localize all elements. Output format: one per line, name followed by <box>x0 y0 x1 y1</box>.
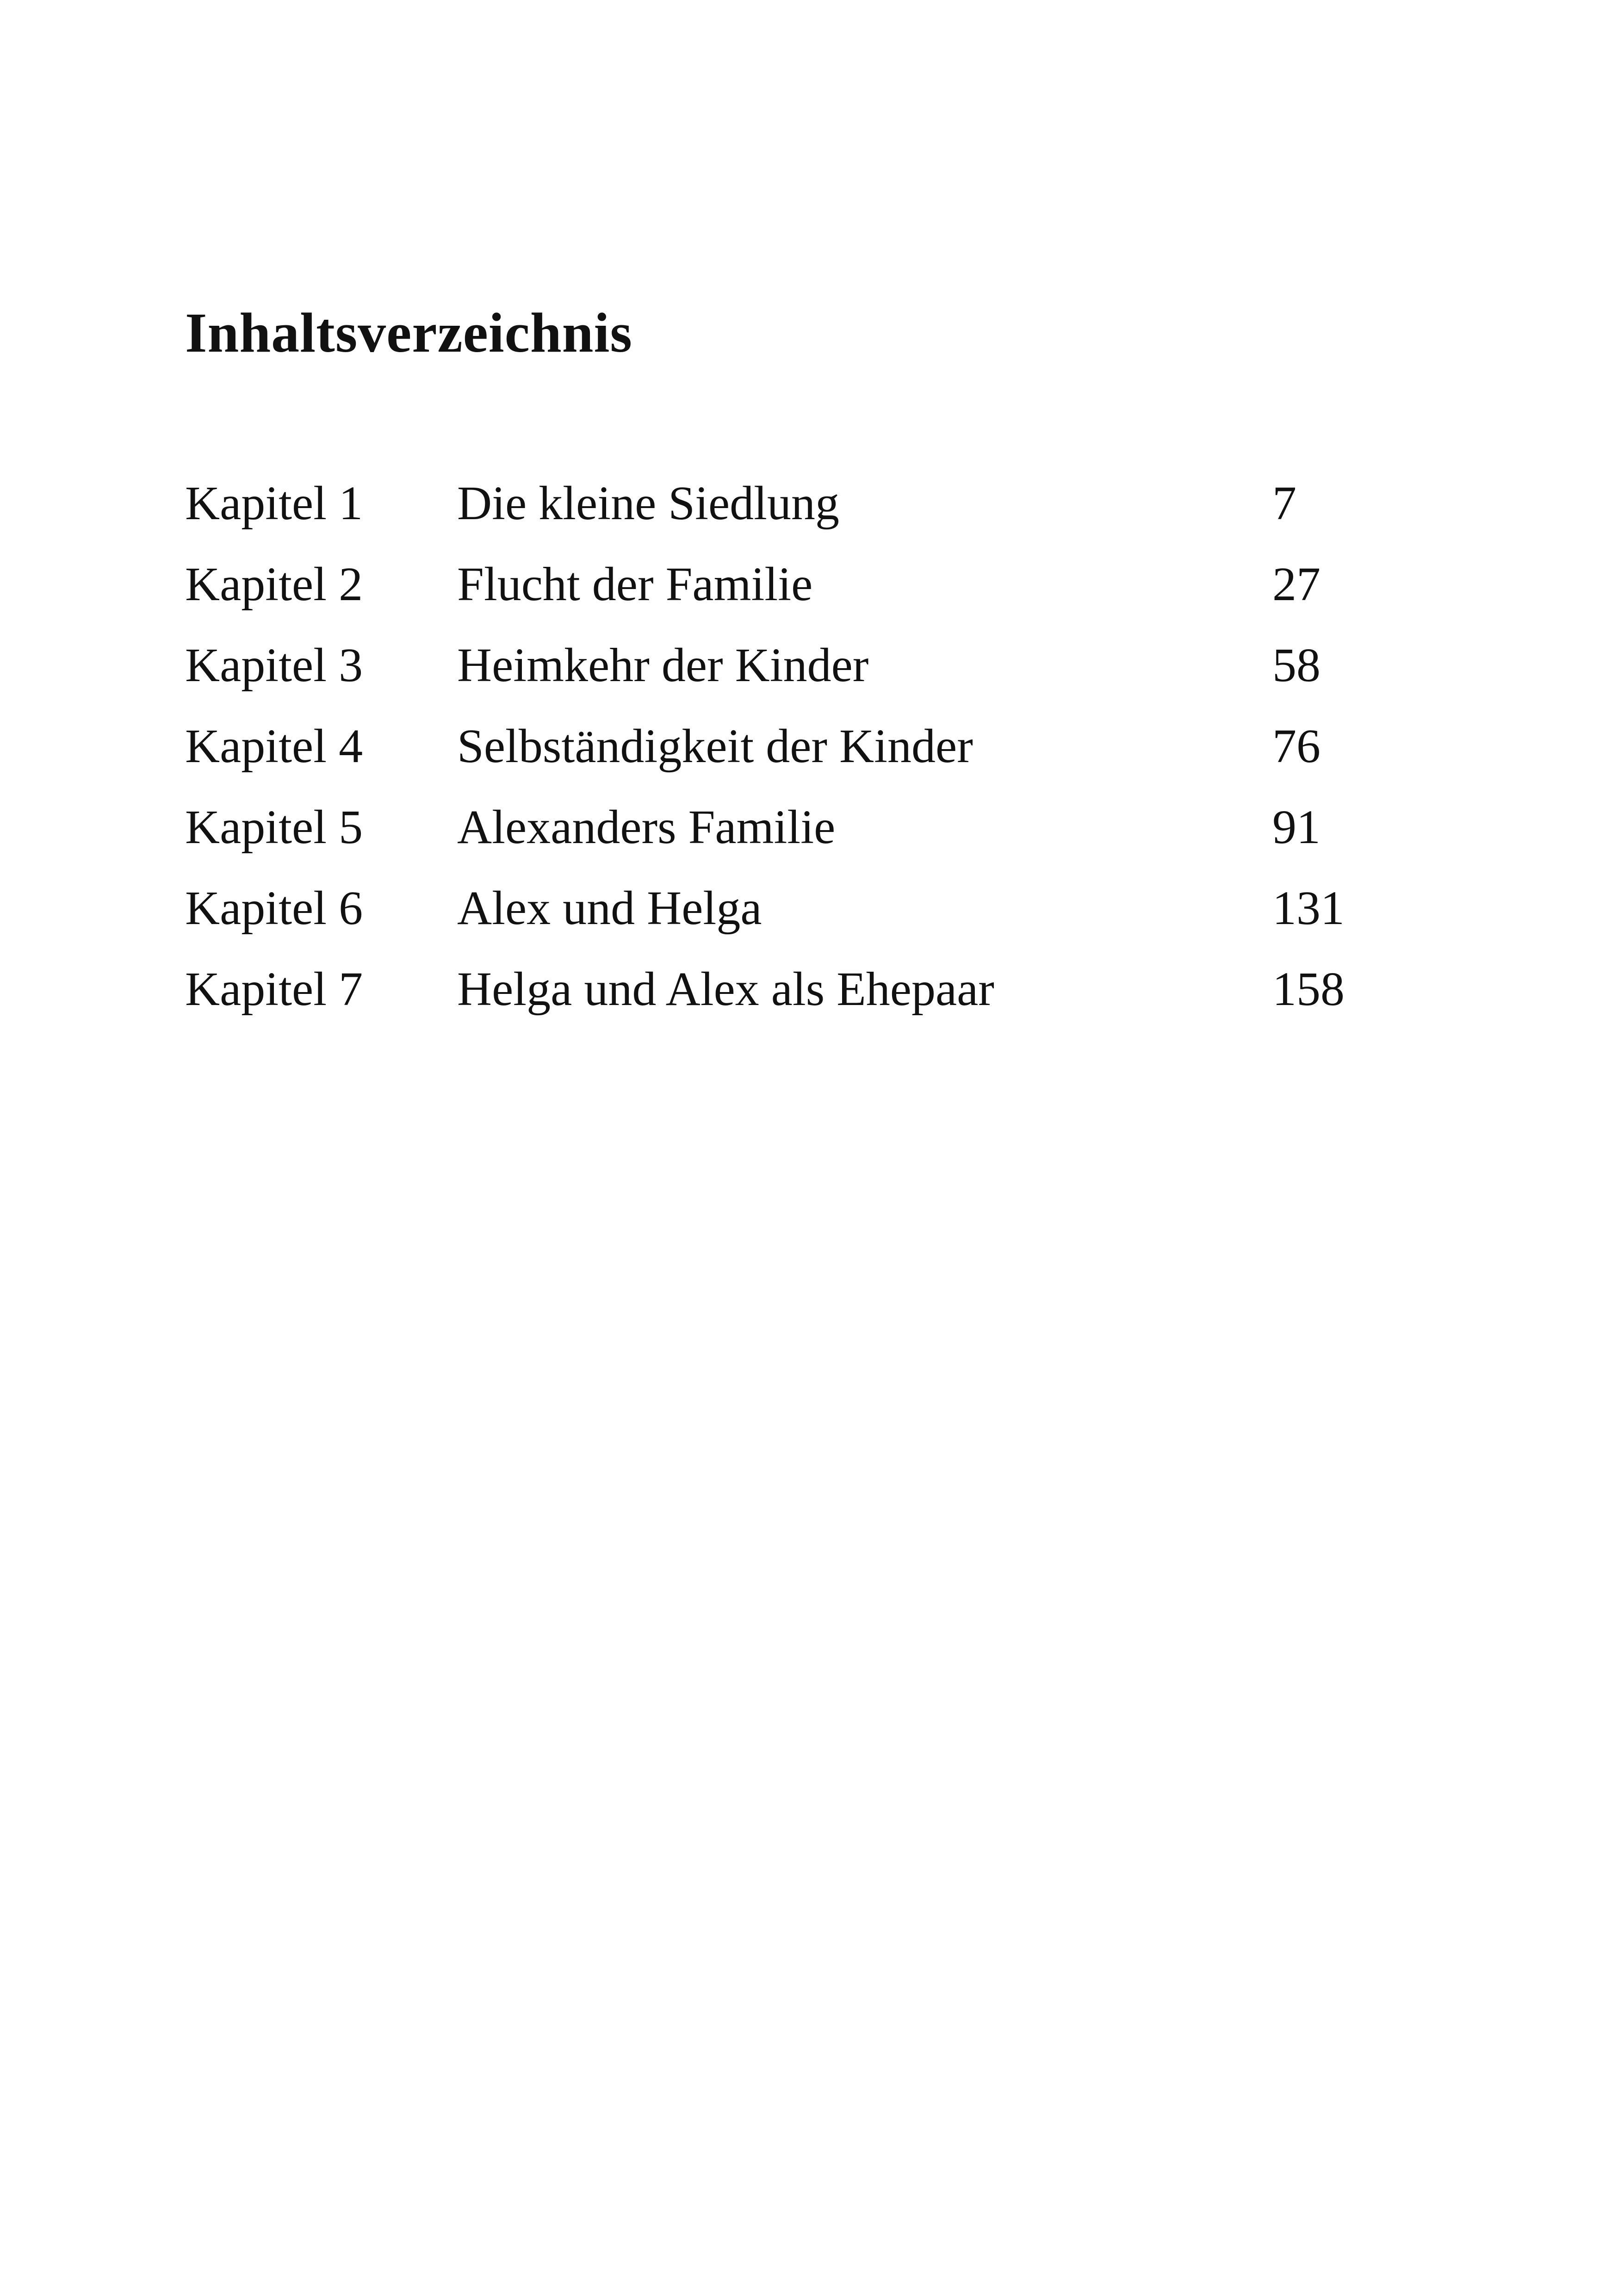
toc-entry <box>185 633 1388 714</box>
toc-entry <box>185 552 1388 633</box>
chapter-title: Alexanders Familie <box>457 800 836 854</box>
chapter-number: Kapitel 2 <box>185 558 363 611</box>
chapter-title: Alex und Helga <box>457 881 762 935</box>
page-number: 58 <box>1272 639 1320 692</box>
toc-entry <box>185 795 1388 876</box>
page-number: 76 <box>1272 720 1320 773</box>
page-number: 7 <box>1272 477 1296 530</box>
chapter-title: Heimkehr der Kinder <box>457 639 869 692</box>
toc-entry <box>185 471 1388 552</box>
toc-entry <box>185 957 1388 1038</box>
chapter-title: Helga und Alex als Ehepaar <box>457 962 994 1016</box>
chapter-number: Kapitel 3 <box>185 639 363 692</box>
chapter-number: Kapitel 5 <box>185 800 363 854</box>
chapter-title: Selbständigkeit der Kinder <box>457 720 973 773</box>
page-title: Inhaltsverzeichnis <box>185 302 632 364</box>
toc-entry <box>185 714 1388 795</box>
page-number: 158 <box>1272 962 1345 1016</box>
page-number: 27 <box>1272 558 1320 611</box>
page-number: 91 <box>1272 800 1320 854</box>
chapter-number: Kapitel 6 <box>185 881 363 935</box>
table-of-contents <box>185 471 1388 1038</box>
toc-entry <box>185 876 1388 957</box>
chapter-number: Kapitel 1 <box>185 477 363 530</box>
chapter-title: Flucht der Familie <box>457 558 813 611</box>
chapter-title: Die kleine Siedlung <box>457 477 840 530</box>
chapter-number: Kapitel 7 <box>185 962 363 1016</box>
page-number: 131 <box>1272 881 1345 935</box>
chapter-number: Kapitel 4 <box>185 720 363 773</box>
